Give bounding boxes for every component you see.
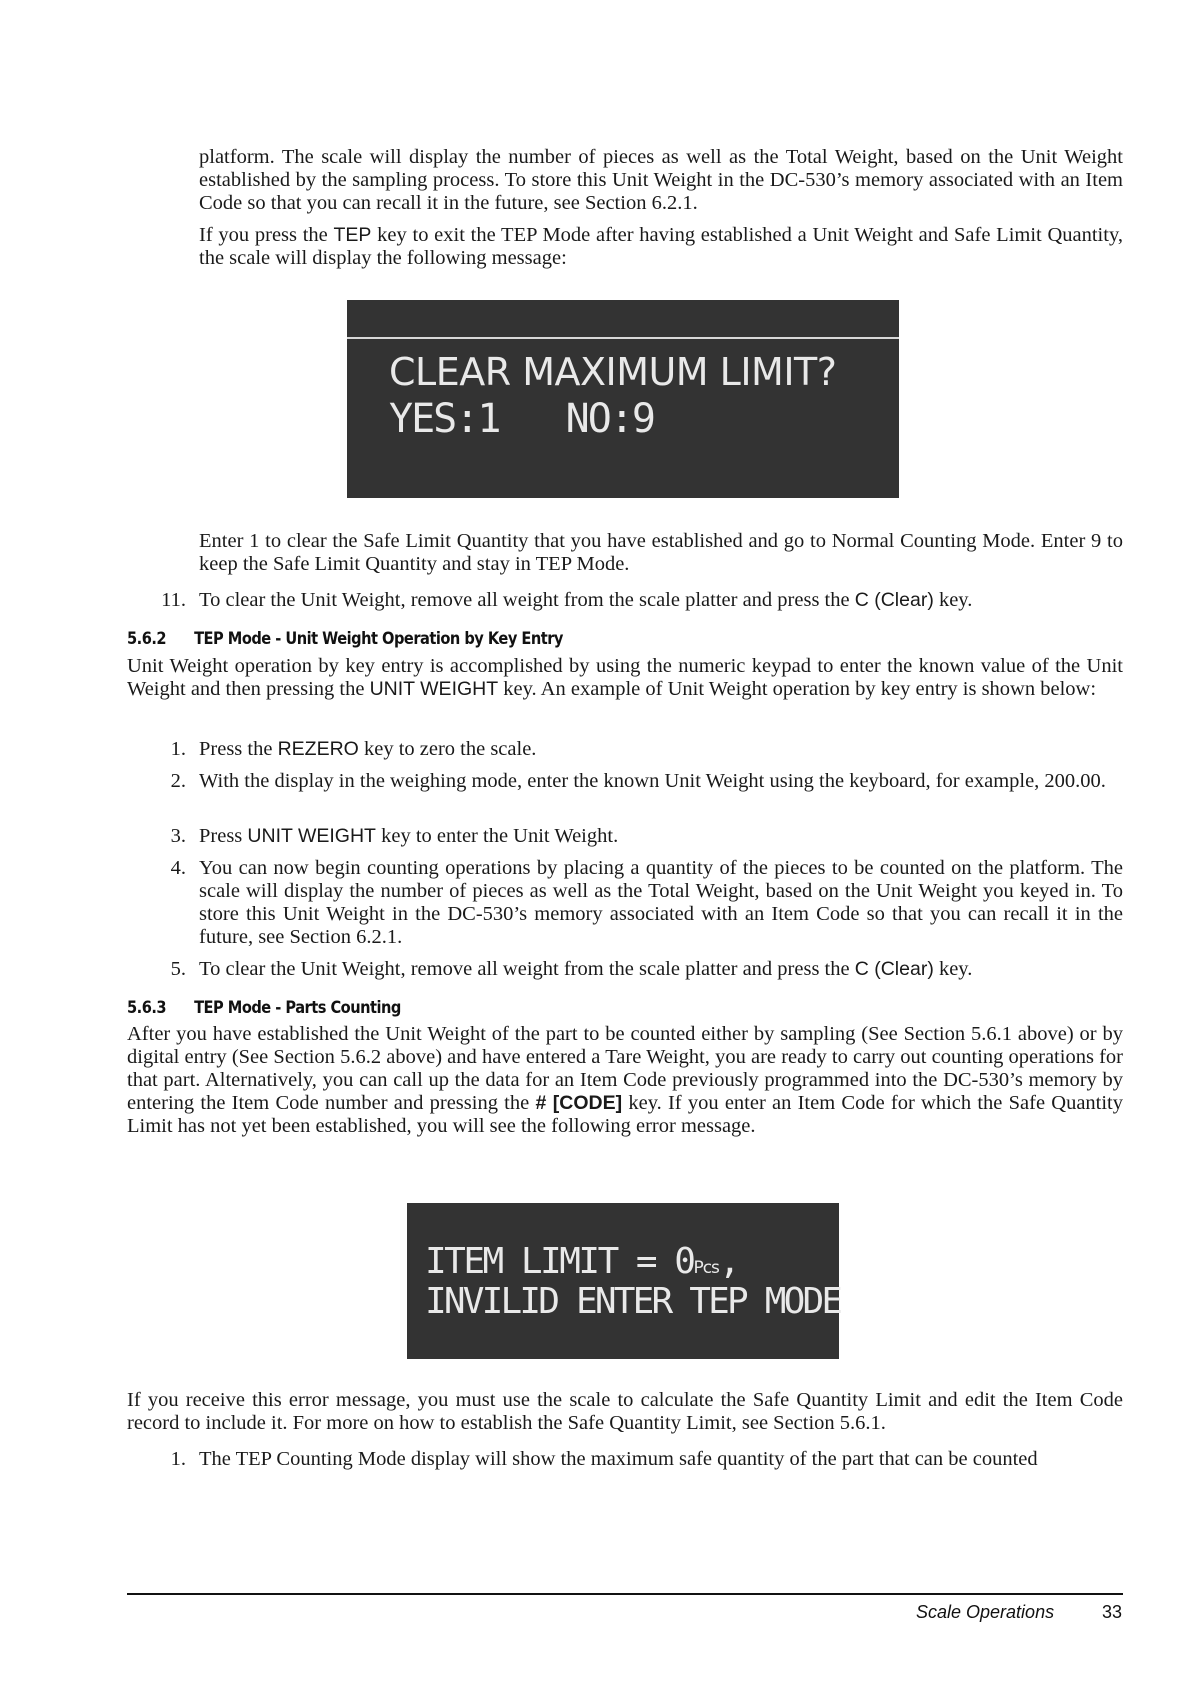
list-item: Press UNIT WEIGHT key to enter the Unit Weight. bbox=[199, 825, 619, 847]
list-item: With the display in the weighing mode, enter the known Unit Weight using the keyboard, for example, 200.00. bbox=[199, 770, 1106, 792]
list-number: 11. bbox=[161, 589, 186, 611]
lcd-line-2: INVILID ENTER TEP MODE bbox=[425, 1281, 841, 1322]
lcd-clear-maximum-limit bbox=[347, 300, 899, 498]
lcd-line-2: YES:1 NO:9 bbox=[389, 396, 654, 442]
list-number: 1. bbox=[170, 738, 186, 760]
paragraph-enter-1-9: Enter 1 to clear the Safe Limit Quantity that you have established and go to Normal Counting Mode. Enter 9 to keep the Safe Limit Quantity and stay in TEP Mode. bbox=[199, 530, 1123, 575]
list-item: The TEP Counting Mode display will show the maximum safe quantity of the part that can be counted bbox=[199, 1448, 1038, 1470]
list-number: 1. bbox=[170, 1448, 186, 1470]
list-number: 2. bbox=[170, 770, 186, 792]
list-number: 4. bbox=[170, 857, 186, 879]
tep-key-label: TEP bbox=[333, 224, 372, 246]
footer-rule bbox=[127, 1593, 1123, 1595]
lcd-item-limit-error bbox=[407, 1203, 839, 1359]
section-heading-5-6-2: 5.6.2 TEP Mode - Unit Weight Operation by Key Entry bbox=[127, 629, 563, 649]
lcd-line-1: ITEM LIMIT = 0Pcs, bbox=[425, 1241, 739, 1282]
unit-weight-key-label: UNIT WEIGHT bbox=[369, 678, 499, 700]
section-heading-5-6-3: 5.6.3 TEP Mode - Parts Counting bbox=[127, 998, 401, 1018]
list-item: To clear the Unit Weight, remove all weight from the scale platter and press the C (Clear) key. bbox=[199, 958, 973, 980]
page-number: 33 bbox=[1102, 1602, 1123, 1622]
code-key-label: # [CODE] bbox=[535, 1092, 623, 1114]
paragraph-platform: platform. The scale will display the number of pieces as well as the Total Weight, based on the Unit Weight established by the sampling process. To store this Unit Weight in the DC-530’s memory associated with an Item Code so that you can recall it in the future, see Section 6.2.1. bbox=[199, 146, 1123, 214]
lcd-divider bbox=[347, 337, 899, 339]
clear-key-label: C (Clear) bbox=[854, 958, 934, 980]
paragraph-parts-counting-intro: After you have established the Unit Weight of the part to be counted either by sampling (See Section 5.6.1 above) or by digital entry (See Section 5.6.2 above) and have entered a Tare Weight, you are ready to carry out counting operations for that part. Alternatively, you can call up the data for an Item Code previously programmed into the DC-530’s memory by entering the Item Code number and pressing the # [CODE] key. If you enter an Item Code for which the Safe Quantity Limit has not yet been established, you will see the following error message. bbox=[127, 1023, 1124, 1137]
unit-weight-key-label: UNIT WEIGHT bbox=[247, 825, 376, 847]
lcd-pcs-unit: Pcs bbox=[693, 1258, 719, 1278]
footer-section-title: Scale Operations bbox=[916, 1602, 1055, 1622]
lcd-line-1: CLEAR MAXIMUM LIMIT? bbox=[389, 350, 837, 394]
paragraph-tep-exit: If you press the TEP key to exit the TEP Mode after having established a Unit Weight and Safe Limit Quantity, the scale will display the following message: bbox=[199, 224, 1123, 269]
paragraph-error-message-help: If you receive this error message, you must use the scale to calculate the Safe Quantity Limit and edit the Item Code record to include it. For more on how to establish the Safe Quantity Limit, see Section 5.6.1. bbox=[127, 1389, 1123, 1434]
list-item: Press the REZERO key to zero the scale. bbox=[199, 738, 537, 760]
list-number: 3. bbox=[170, 825, 186, 847]
list-number: 5. bbox=[170, 958, 186, 980]
rezero-key-label: REZERO bbox=[277, 738, 359, 760]
clear-key-label: C (Clear) bbox=[854, 589, 934, 611]
list-item: You can now begin counting operations by placing a quantity of the pieces to be counted on the platform. The scale will display the number of pieces as well as the Total Weight, based on the Unit Weight you keyed in. To store this Unit Weight in the DC-530’s memory associated with an Item Code so that you can recall it in the future, see Section 6.2.1. bbox=[199, 857, 1123, 948]
list-item-11: To clear the Unit Weight, remove all weight from the scale platter and press the C (Clear) key. bbox=[199, 589, 973, 611]
paragraph-key-entry-intro: Unit Weight operation by key entry is accomplished by using the numeric keypad to enter the known value of the Unit Weight and then pressing the UNIT WEIGHT key. An example of Unit Weight operation by key entry is shown below: bbox=[127, 655, 1123, 700]
